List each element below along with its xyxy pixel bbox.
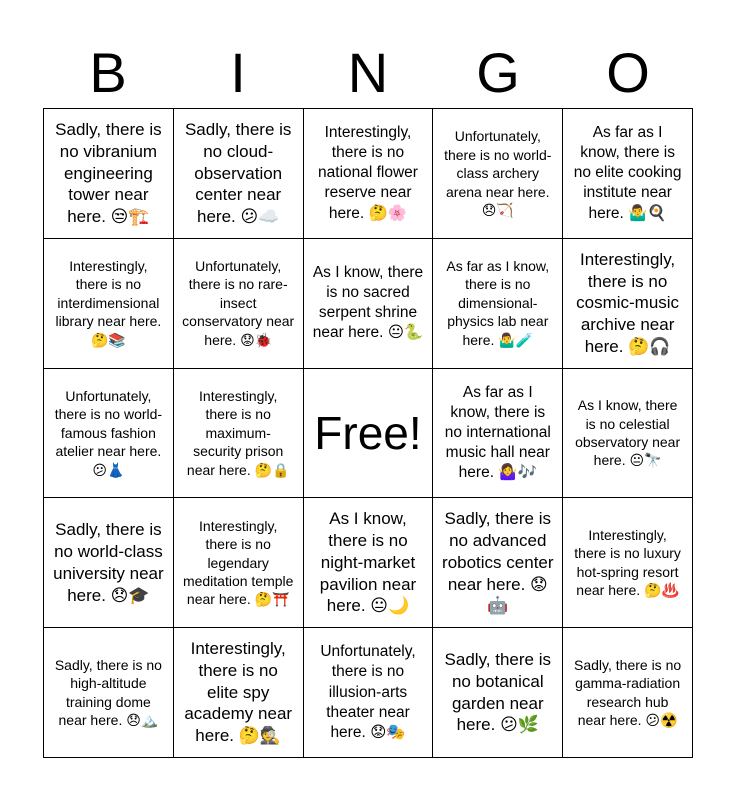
- bingo-cell[interactable]: [44, 109, 174, 239]
- bingo-cell[interactable]: [44, 498, 174, 628]
- bingo-cell-text: Sadly, there is no cloud-observation center near here. 😕☁️: [184, 120, 292, 227]
- bingo-cell[interactable]: [563, 369, 693, 499]
- bingo-cell-text: Unfortunately, there is no illusion-arts theater near here. 😟🎭: [320, 643, 416, 741]
- bingo-cell[interactable]: [44, 369, 174, 499]
- bingo-cell-text: Sadly, there is no vibranium engineering tower near here. 😒🏗️: [55, 120, 162, 227]
- bingo-cell[interactable]: [304, 498, 434, 628]
- header-letter-n: N: [347, 40, 389, 104]
- bingo-cell[interactable]: [174, 239, 304, 369]
- bingo-cell-text: As far as I know, there is no dimensional-physics lab near here. 🤷‍♂️🧪: [446, 258, 550, 348]
- bingo-cell-text: Unfortunately, there is no world-class archery arena near here. 😞🏹: [444, 128, 552, 219]
- bingo-cell[interactable]: [433, 239, 563, 369]
- bingo-cell-text: As far as I know, there is no international music hall near here. 🤷‍♀️🎶: [444, 383, 551, 482]
- bingo-cell-text: Interestingly, there is no legendary meditation temple near here. 🤔⛩️: [182, 517, 294, 608]
- bingo-cell[interactable]: [304, 239, 434, 369]
- bingo-free-space[interactable]: [304, 369, 434, 499]
- bingo-cell[interactable]: [433, 109, 563, 239]
- bingo-cell-text: Interestingly, there is no national flower reserve near here. 🤔🌸: [318, 124, 418, 222]
- bingo-cell-text: As far as I know, there is no elite cooking institute near here. 🤷‍♂️🍳: [573, 124, 682, 222]
- header-letter-o: O: [606, 40, 650, 104]
- bingo-cell[interactable]: [174, 628, 304, 758]
- bingo-cell[interactable]: [174, 109, 304, 239]
- bingo-cell[interactable]: [44, 628, 174, 758]
- bingo-cell-text: As I know, there is no sacred serpent shrine near here. 😐🐍: [312, 263, 424, 342]
- bingo-cell-text: Sadly, there is no advanced robotics center near here. 😟🤖: [442, 509, 554, 616]
- bingo-cell[interactable]: [174, 498, 304, 628]
- bingo-cell-text: Interestingly, there is no elite spy academy near here. 🤔🕵️: [184, 639, 293, 746]
- bingo-cell-text: Free!: [314, 406, 422, 459]
- bingo-cell[interactable]: [433, 498, 563, 628]
- bingo-cell-text: Sadly, there is no gamma-radiation research hub near here. 😕☢️: [574, 656, 682, 729]
- bingo-cell-text: Interestingly, there is no maximum-security prison near here. 🤔🔒: [186, 387, 290, 478]
- bingo-cell-text: Sadly, there is no world-class university near here. 😞🎓: [53, 520, 164, 605]
- header-letter-i: I: [230, 40, 246, 104]
- bingo-cell[interactable]: [563, 628, 693, 758]
- bingo-cell[interactable]: [44, 239, 174, 369]
- bingo-cell-text: Interestingly, there is no cosmic-music archive near here. 🤔🎧: [576, 249, 680, 356]
- bingo-cell[interactable]: [433, 369, 563, 499]
- bingo-cell-text: Interestingly, there is no luxury hot-spring resort near here. 🤔♨️: [574, 526, 681, 599]
- bingo-header: [43, 36, 693, 108]
- header-letter-b: B: [89, 40, 127, 104]
- bingo-cell-text: Interestingly, there is no interdimensional library near here. 🤔📚: [55, 258, 162, 348]
- bingo-cell-text: Sadly, there is no high-altitude training dome near here. 😞🏔️: [54, 656, 162, 729]
- bingo-cell[interactable]: [433, 628, 563, 758]
- bingo-cell[interactable]: [563, 109, 693, 239]
- bingo-cell-text: Unfortunately, there is no rare-insect conservatory near here. 😟🐞: [182, 258, 295, 348]
- bingo-cell-text: As I know, there is no night-market pavilion near here. 😐🌙: [319, 509, 417, 616]
- header-letter-g: G: [476, 40, 520, 104]
- bingo-cell[interactable]: [563, 239, 693, 369]
- bingo-cell[interactable]: [304, 628, 434, 758]
- bingo-cell[interactable]: [174, 369, 304, 499]
- bingo-cell-text: As I know, there is no celestial observatory near here. 😐🔭: [575, 397, 681, 469]
- bingo-cell-text: Sadly, there is no botanical garden near here. 😕🌿: [444, 650, 552, 735]
- bingo-cell[interactable]: [304, 109, 434, 239]
- bingo-board: [43, 108, 693, 758]
- bingo-cell-text: Unfortunately, there is no world-famous fashion atelier near here. 😕👗: [54, 387, 163, 478]
- bingo-cell[interactable]: [563, 498, 693, 628]
